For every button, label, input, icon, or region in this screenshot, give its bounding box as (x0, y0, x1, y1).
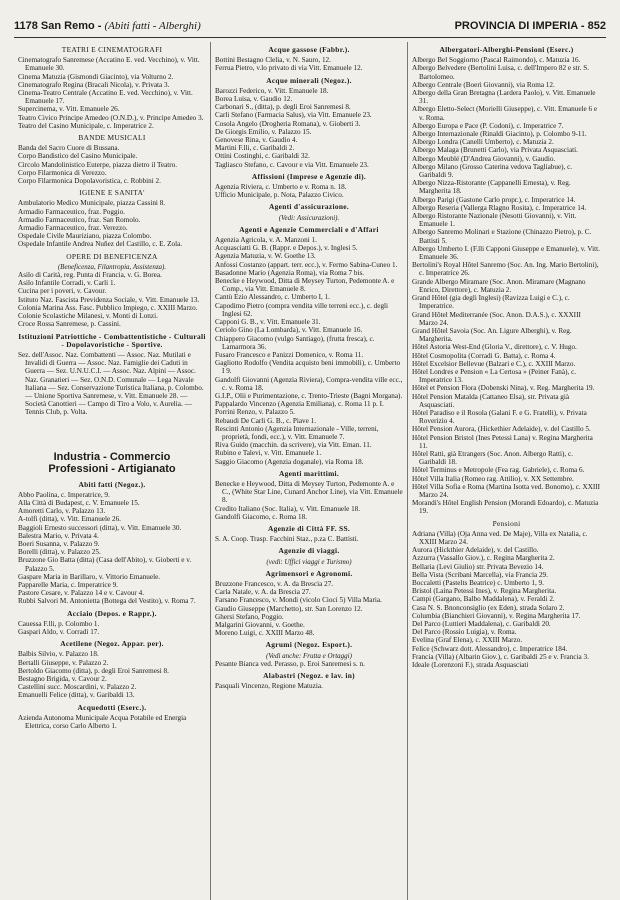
listing-entry: Cosola Angelo (Drogheria Romana), v. Gioberti 3. (215, 119, 361, 128)
listing-entry: Gagliotto Rodolfo (Vendita acquisto beni immobili), c. Umberto I 9. (215, 359, 401, 376)
listing-entry: Emanuelli Felice (ditta), v. Garibaldi 13. (18, 691, 135, 700)
listing-entry: Ghersi Stefano, Poggio. (215, 612, 284, 621)
category-title: Industria - Commercio (53, 450, 171, 463)
listing-entry: Pasquali Vincenzo, Regione Matuzia. (215, 682, 323, 691)
listing-entry: Ambulatorio Medico Municipale, piazza Cassini 8. (18, 199, 166, 208)
listing-entry: Campi (Gargano, Balbo Maddalena), v. Feraldi 2. (412, 595, 555, 604)
listing-entry: Francia (Villa) (Albarin Giov.), c. Garibaldi 25 e v. Francia 3. (412, 652, 589, 661)
section-heading: BANDE MUSICALI (78, 133, 146, 143)
listing-entry: Rescinti Antonio (Agenzia Internazionale - Ville, terreni, proprietà, fondi, ecc.), v. Vitt. Emanuele 7. (215, 424, 379, 441)
listing-entry: Gaspare Maria in Barillaro, v. Vittorio Emanuele. (18, 572, 161, 581)
listing-entry: Hôtel Excelsior Bellevue (Balzari e C.), c. XXIII Marzo. (412, 359, 576, 368)
listing-entry: Albergo Ristorante Nazionale (Nesotti Giovanni), v. Vitt. Emanuele 1. (412, 212, 577, 229)
listing-entry: Pastore Cesare, v. Palazzo 14 e v. Cavour 4. (18, 589, 145, 598)
section-heading: Acetilene (Negoz. Appar. per). (60, 639, 164, 649)
listing-entry: Moreno Luigi, c. XXIII Marzo 48. (215, 629, 315, 638)
listing-entry: Hôtel Pension Matalda (Cattaneo Elsa), str. Privata già Asquasciati. (412, 392, 570, 409)
listing-entry: Capodimo Pietro (compra vendita ville terreni ecc.), c. degli Inglesi 62. (215, 301, 389, 318)
section-heading: Agenzie di Città FF. SS. (267, 523, 351, 533)
listing-entry: Gandolfi Giovanni (Agenzia Riviera), Compra-vendita ville ecc., c. v. Roma 18. (215, 375, 403, 392)
listing-entry: Boeri Susanna, v. Palazzo 9. (18, 539, 100, 548)
section-heading: Agenti d'assicurazione. (269, 202, 349, 212)
listing-entry: Cinema Matuzia (Gismondi Giacinto), via Volturno 2. (18, 72, 174, 81)
listing-entry: Pappalardo Vincenzo (Agenzia Emiliana), c. Roma 11 p. I. (215, 400, 384, 409)
listing-entry: Gandolfi Giacomo, c. Roma 18. (215, 512, 308, 521)
listing-entry: Asilo di Carità, reg. Punta di Francia, v. G. Borea. (18, 271, 162, 280)
listing-entry: Sez. dell'Assoc. Naz. Combattenti — Assoc. Naz. Mutilati e Invalidi di Guerra — Assoc. Naz. Famiglie dei Caduti in Guerra — Sez. U.N.U.C.I. — Assoc. Naz. Alpini — Assoc. Naz. Granatieri — Sez. O.N.D. Comunale — Lega Navale Italiana — Sez. Conservazione Turistica Italiana, p. Colombo. — Unione Sportiva Sanremese, v. Vitt. Emanuele 28. — Società Canottieri — Campo di Tiro a Volo, v. Aurelia. — Tennis Club, p. Volta. (18, 350, 204, 417)
listing-entry: Bruzzone Francesco, v. A. da Brescia 27. (215, 579, 334, 588)
header-left (14, 20, 455, 32)
listing-entry: Balestra Mario, v. Privata 4. (18, 531, 99, 540)
section-note: (Vedi anche: Frutta e Ortaggi) (266, 651, 352, 660)
listing-entry: Tagliasco Stefano, c. Cavour e via Vitt. Emanuele 23. (215, 160, 369, 169)
page-header (14, 20, 606, 38)
listing-entry: Albergo Internazionale (Rinaldi Giacinto), p. Colombo 9-11. (412, 130, 587, 139)
listing-entry: Adriana (Villa) (Oja Anna ved. De Maje), Villa ex Natalia, c. XXIII Marzo 24. (412, 529, 588, 546)
listing-entry: Albergo Milano (Grosso Caterina vedova Tagliabue), c. Garibaldi 9. (412, 162, 573, 180)
listing-entry: Albergo Londra (Canelli Umberto), c. Matuzia 2. (412, 138, 554, 147)
listing-entry: Supercinema, v. Vitt. Emanuele 26. (18, 105, 120, 114)
listing-entry: Albergo Europa e Pace (P. Codoni), c. Imperatrice 7. (412, 121, 564, 130)
listing-entry: Albergo Belvedere (Bertolini Luisa, c. dell'Impero 82 e str. S. Bartolomeo. (412, 64, 590, 81)
listing-entry: Genovese Rina, v. Gaudio 4. (215, 136, 298, 145)
listing-entry: Evelina (Graf Elena), c. XXIII Marzo. (412, 636, 523, 645)
listing-entry: Farsano Francesco, v. Mondi (vicolo Cioci 5) Villa Maria. (215, 596, 382, 605)
listing-entry: Baggioli Ernesto successori (ditta), v. Vitt. Emanuele 30. (18, 523, 182, 532)
header-city: 1178 San Remo - (14, 20, 102, 32)
section-heading: OPERE DI BENEFICENZA (66, 251, 158, 261)
listing-entry: Rebaudi De Carli G. B., c. Piave 1. (215, 416, 317, 425)
listing-entry: Pesante Bianca ved. Perasso, p. Eroi Sanremesi s. n. (215, 659, 365, 668)
listing-entry: G.I.P., Olii e Purimentazione, c. Trento-Trieste (Bagni Morgana). (215, 391, 403, 400)
listing-entry: Del Parco (Rossio Luigia), v. Roma. (412, 628, 517, 637)
listing-entry: Cantù Ezio Alessandro, c. Umberto I, 1. (215, 293, 330, 302)
listing-entry: Azienda Autonoma Municipale Acqua Potabile ed Energia Elettrica, corso Carlo Alberto 1. (18, 713, 187, 731)
listing-entry: Ferrua Pietro, v.lo privato di via Vitt. Emanuele 12. (215, 64, 363, 73)
listing-entry: Casa N. S. Bnonconsiglio (ex Eden), strada Solaro 2. (412, 603, 565, 612)
listing-entry: Hôtel Cosmopolita (Corradi G. Batta), c. Roma 4. (412, 351, 556, 360)
listing-entry: Bristol (Laina Petessi Ines), v. Regina Margherita. (412, 587, 557, 596)
listing-entry: Aurora (Hickthier Adelaide), v. del Castillo. (412, 546, 539, 555)
listing-entry: Malgarini Giovanni, v. Goethe. (215, 621, 305, 629)
section-heading: Acciaio (Depos. e Rappr.). (67, 608, 157, 618)
listing-entry: Bellaria (Levi Giulio) str. Privata Bevezio 14. (412, 562, 544, 571)
section-heading: Pensioni (492, 518, 521, 528)
listing-entry: Martini F.lli, c. Garibaldi 2. (215, 144, 295, 153)
listing-entry: Bertolini's Royal Hôtel Sanremo (Soc. An. Ing. Mario Bertolini), c. Imperatrice 26. (412, 261, 599, 278)
listing-entry: Basadonne Mario (Agenzia Roma), via Roma 7 bis. (215, 268, 365, 277)
section-heading: Acque gassose (Fabbr.). (268, 45, 350, 54)
section-heading: Agrumi (Negoz. Esport.). (265, 640, 353, 650)
listing-entry: Cucina per i poveri, v. Cavour. (18, 287, 107, 296)
listing-entry: Grand Hôtel (gia degli Inglesi) (Ravizza Luigi e C.), c. Imperatrice. (412, 294, 570, 311)
listing-entry: Del Parco (Luttieri Maddalena), c. Garibaldi 20. (412, 620, 551, 629)
listing-entry: Bruzzone Gio Batta (ditta) (Casa dell'Abito), v. Gioberti e v. Palazzo 5. (18, 556, 192, 573)
listing-entry: Hôtel Pension Aurora, (Hickethier Adelaide), v. del Castillo 5. (412, 425, 591, 434)
listing-entry: Bertoldo Giacomo (ditta), p. degli Eroi Sanremesi 8. (18, 666, 169, 675)
section-heading: Abiti fatti (Negoz.). (78, 479, 146, 489)
listing-entry: Columbia (Bianchieri Giovanni), v. Regina Margherita 17. (412, 611, 581, 620)
listing-entry: Ceriolo Gino (La Lombarda), v. Vitt. Emanuele 16. (215, 326, 363, 335)
listing-entry: Ideale (Lorenzoni F.), strada Asquasciati (412, 661, 529, 670)
section-note: (Vedi: Assicurazioni). (278, 213, 340, 222)
listing-entry: Asilo Infantile Corradi, v. Carli 1. (18, 279, 116, 288)
listing-entry: Agenzia Matuzia, v. W. Goethe 13. (215, 252, 316, 261)
listing-entry: Corpo Filarmonica di Verezzo. (18, 168, 107, 177)
listing-entry: De Giorgis Emilio, v. Palazzo 15. (215, 127, 312, 136)
listing-entry: Gaudio Giuseppe (Marchetto), str. San Lorenzo 12. (215, 604, 363, 613)
listing-entry: Albergo Malaga (Brunetti Carlo), via Privata Asquasciati. (412, 146, 578, 155)
listing-entry: Rubbi Salvori M. Antonietta (Bottega del Vestito), v. Roma 7. (18, 597, 196, 606)
listing-entry: Albergo Reseria (Vallerga Rlagno Rosita), c. Imperatrice 14. (412, 203, 587, 212)
listing-entry: Agenzia Agricola, v. A. Manzoni 1. (215, 236, 317, 245)
section-heading: TEATRI E CINEMATOGRAFI (61, 45, 163, 54)
listing-entry: Abbo Paolina, c. Imperatrice, 9. (18, 490, 110, 499)
listing-entry: Colonie Scolastiche Milanesi, v. Monti di Lonzi. (18, 312, 158, 321)
listing-entry: Bella Vista (Scribani Marcella), via Francia 29. (412, 570, 548, 579)
listing-entry: Carli Stefano (Farmacia Salus), via Vitt. Emanuele 23. (215, 111, 372, 120)
listing-entry: Ospedale Infantile Andrea Nuñez del Castillo, c. E. Zola. (18, 240, 183, 249)
listing-entry: Boccaletti (Pastelts Beatrice) c. Umberto 1, 9. (412, 579, 544, 587)
listing-entry: Capponi G. B., v. Vitt. Emanuele 31. (215, 318, 321, 327)
listing-entry: Benecke e Heywood, Ditta di Meysey Turton, Pedemonte A. e C., (White Star Line, Cunard Anchor Line), via Vitt. Emanuele 8. (215, 479, 403, 505)
section-heading: Acque minerali (Negoz.). (266, 75, 352, 85)
listing-entry: Albergo Umberto I. (F.lli Capponi Giuseppe e Emanuele), v. Vitt. Emanuele 36. (412, 244, 600, 262)
listing-entry: Hôtel Ratti, già Etrangers (Soc. Anon. Albergo Ratti), c. Garibaldi 18. (412, 449, 573, 467)
header-section: (Abiti fatti - Alberghi) (104, 20, 201, 32)
category-subtitle: Professioni - Artigianato (48, 462, 176, 475)
listing-entry: Fusaro Francesco e Panizzi Domenico, v. Roma 11. (215, 350, 364, 359)
listing-entry: Croce Rossa Sanremese, p. Cassini. (18, 320, 121, 329)
listing-entry: Armadio Farmaceutico, fraz. Poggio. (18, 207, 125, 216)
listing-entry: Amoretti Carlo, v. Palazzo 13. (18, 507, 106, 516)
header-province: PROVINCIA DI IMPERIA - (454, 20, 585, 32)
listing-entry: Armadio Farmaceutico, fraz. San Romolo. (18, 215, 141, 224)
listing-entry: Morandi's Hôtel English Pension (Morandi Edoardo), c. Matuzia 19. (412, 499, 599, 516)
listing-entry: Albergo Nizza-Ristorante (Cappanelli Ernesta), v. Reg. Margherita 18. (412, 179, 571, 196)
section-heading: Albergatori-Alberghi-Pensioni (Eserc.) (439, 45, 574, 54)
listing-entry: Chiappero Giacomo (vulgo Santiago), (frutta fresca), c. Lamarmora 36. (215, 334, 375, 351)
column-left (14, 42, 211, 900)
listing-entry: Cinema-Teatro Centrale (Accatino E. ved. Vecchino), v. Vitt. Emanuele 17. (18, 89, 193, 106)
listing-entry: Istituto Naz. Fascista Previdenza Sociale, v. Vitt. Emanuele 13. (18, 295, 200, 304)
section-heading: Agenti e Agenzie Commerciali e d'Affari (239, 224, 379, 234)
listing-entry: Bestagno Brigida, v. Cavour 2. (18, 675, 107, 683)
listing-entry: Grand Hôtel Savoia (Soc. An. Ligure Alberghi), v. Reg. Margherita. (412, 326, 572, 344)
listing-entry: Corpo Bandistico del Casino Municipale. (18, 152, 138, 161)
listing-entry: Hôtel Terminus e Metropole (Fea rag. Gabriele), c. Roma 6. (412, 466, 585, 475)
header-page-number: 852 (587, 20, 606, 32)
listing-entry: Corpo Filarmonica Dopolavoristica, c. Robbini 2. (18, 177, 161, 186)
listing-entry: Azzurra (Vassallo Giov.), c. Regina Margherita 2. (412, 554, 555, 563)
listing-entry: Balbis Silvio, v. Palazzo 18. (18, 650, 99, 659)
listing-entry: Hôtel Villa Italia (Romeo rag. Attilio), v. XX Settembre. (412, 474, 574, 483)
listing-entry: Hôtel Londres e Pension « La Certosa » (Peiner Fanà), c. Imperatrice 13. (412, 367, 577, 385)
listing-entry: Felice (Schwarz dott. Alessandro), c. Imperatrice 184. (412, 644, 568, 653)
listing-entry: Acquasciatti G. B. (Rappr. e Depos.), v. Inglesi 5. (215, 244, 358, 253)
listing-entry: Credito Italiano (Soc. Italia), v. Vitt. Emanuele 18. (215, 504, 361, 513)
listing-entry: Cinematografo Regina (Bracali Nicola), v. Privata 3. (18, 80, 170, 89)
header-right (455, 20, 606, 32)
section-heading: IGIENE E SANITA' (79, 188, 145, 198)
listing-entry: Hôtel Paradiso e il Rosola (Galani F. e G. Fratelli), v. Privata Roverizio 4. (412, 408, 587, 426)
listing-entry: S. A. Coop. Trasp. Facchini Staz., p.za C. Battisti. (215, 535, 359, 544)
listing-entry: Alla Città di Budapest, c. V. Emanuele 15. (18, 498, 140, 507)
listing-entry: Ospedale Civile Mauriziano, piazza Colombo. (18, 232, 152, 241)
section-heading: Agrimensori e Agronomi. (265, 568, 353, 578)
listing-entry: Porrini Renzo, v. Palazzo 5. (215, 408, 295, 417)
listing-entry: Anfossi Costanzo (appart. terr. ecc.), v. Fermo Sabina-Cuneo 1. (215, 260, 398, 269)
listing-entry: Albergo Sanremo Molinari e Stazione (Chinazzo Pietro), p. C. Battisti 5. (412, 228, 592, 245)
listing-entry: Teatro Civico Principe Amedeo (O.N.D.), v. Principe Amedeo 3. (18, 113, 204, 122)
listing-entry: Riva Guido (macchin. da scrivere), via Vitt. Eman. 11. (215, 441, 372, 450)
listing-entry: Bertalli Giuseppe, v. Palazzo 2. (18, 658, 109, 667)
listing-entry: Hôtel et Pension Flora (Dobenski Nina), v. Reg. Margherita 19. (412, 384, 595, 393)
listing-entry: Armadio Farmaceutico, fraz. Verezzo. (18, 224, 128, 233)
listing-entry: Papparelle Maria, c. Imperatrice 9. (18, 580, 118, 589)
listing-entry: Albergo della Gran Bretagna (Lardera Paolo), v. Vitt. Emanuele 31. (412, 89, 596, 106)
listing-entry: Hôtel Pension Bristol (Ines Petessi Lana) v. Regina Margherita 11. (412, 433, 593, 450)
listing-entry: Ufficio Municipale, p. Nota, Palazzo Civico. (215, 191, 344, 200)
listing-entry: Ottini Costinghi, c. Garibaldi 32. (215, 152, 310, 161)
section-heading: Affissioni (Imprese e Agenzie di). (251, 171, 367, 181)
column-right (408, 42, 605, 900)
listing-entry: Hôtel Villa Sofia e Roma (Martina Isotta ved. Bonomo), c. XXIII Marzo 24. (412, 482, 601, 499)
listing-entry: Borelli (ditta), v. Palazzo 25. (18, 548, 101, 557)
listing-entry: Teatro del Casino Municipale, c. Imperatrice 2. (18, 121, 154, 130)
listing-entry: Hôtel Astoria West-End (Gloria V., direttore), c. V. Hugo. (412, 343, 577, 352)
listing-entry: Carla Natale, v. A. da Brescia 27. (215, 588, 311, 597)
listing-entry: Rubino e Talevi, v. Vitt. Emanuele 1. (215, 449, 322, 458)
listing-entry: Benecke e Heywood, Ditta di Meysey Turton, Pedemonte A. e Comp., via Vitt. Emanuele 8. (215, 277, 395, 294)
listing-entry: Grand Hôtel Mediterranée (Soc. Anon. D.A.S.), c. XXXIII Marzo 24. (412, 310, 581, 327)
listing-entry: Barozzi Federico, v. Vitt. Emanuele 18. (215, 86, 329, 95)
section-heading: Alabastri (Negoz. e lav. in) (263, 671, 355, 681)
listing-entry: Cinematografo Sanremese (Accatino E. ved. Vecchino), v. Vitt. Emanuele 30. (18, 56, 200, 73)
section-note: (Beneficenza, Filantropia, Assistenza). (57, 262, 167, 271)
listing-entry: Agenzia Riviera, c. Umberto e v. Roma n. 18. (215, 183, 347, 192)
listing-entry: Albergo Centrale (Boeri Giovanni), via Roma 12. (412, 80, 555, 89)
section-heading: Acquedotti (Eserc.). (77, 702, 147, 712)
listing-entry: Albergo Eletto-Select (Morielli Giuseppe), c. Vitt. Emanuele 6 e v. Roma. (412, 105, 598, 122)
listing-entry: Saggio Giacomo (Agenzia doganale), via Roma 18. (215, 457, 364, 466)
listing-entry: Albergo Parigi (Gastone Carlo propr.), c. Imperatrice 14. (412, 195, 576, 204)
listing-entry: Colonia Marina Ass. Fasc. Pubblico Impiego, c. XXIII Marzo. (18, 303, 198, 312)
listing-entry: Carbonari S., (ditta), p. degli Eroi Sanremesi 8. (215, 103, 351, 112)
section-note: (vedi: Uffici viaggi e Turismo) (266, 557, 352, 566)
listing-entry: Circolo Mandolinistico Euterpe, piazza dietro il Teatro. (18, 160, 178, 169)
column-middle (211, 42, 408, 900)
listing-entry: Cauessa F.lli, p. Colombo 1. (18, 619, 100, 628)
listing-entry: Borea Luisa, v. Gaudio 12. (215, 95, 293, 104)
listing-entry: Albergo Bel Soggiorno (Pascal Raimondo), c. Matuzia 16. (412, 56, 581, 65)
listing-entry: Castellini succ. Moscardini, v. Palazzo 2. (18, 683, 137, 692)
listing-entry: Banda del Sacro Cuore di Bussana. (18, 144, 120, 153)
listing-entry: Gaspari Aldo, v. Corradi 17. (18, 627, 100, 636)
listing-entry: Grande Albergo Miramare (Soc. Anon. Miramare (Magnano Enrico, Direttore), c. Matuzia 2. (412, 277, 586, 294)
section-heading: Istituzioni Patriottiche - Combattentistiche - Culturali - Dopolavoristiche - Sportive. (18, 331, 206, 349)
listing-entry: Bottini Bestagno Clelia, v. N. Sauro, 12. (215, 56, 331, 65)
section-heading: Agenti marittimi. (278, 468, 340, 478)
section-heading: Agenzie di viaggi. (278, 546, 340, 556)
listing-entry: A-tolfi (ditta), v. Vitt. Emanuele 26. (18, 515, 121, 524)
listing-entry: Albergo Meublé (D'Andrea Giovanni), v. Gaudio. (412, 154, 556, 163)
